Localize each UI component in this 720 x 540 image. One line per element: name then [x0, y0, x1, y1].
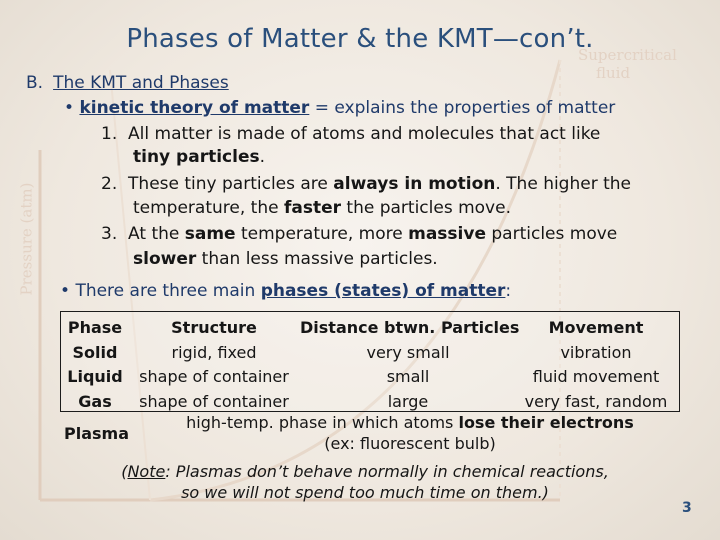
supercritical-fluid-label: Supercritical fluid [578, 46, 677, 82]
table-header-structure: Structure [171, 318, 257, 337]
point-3-line-1: 3. At the same temperature, more massive particles move [101, 224, 618, 244]
table-column-distance [300, 316, 520, 414]
page-number: 3 [682, 500, 692, 516]
point-2-line-2: temperature, the faster the particles move. [133, 198, 511, 218]
table-cell: very fast, random [524, 391, 668, 411]
table-cell: Solid [72, 342, 118, 362]
table-cell: vibration [560, 342, 632, 362]
section-heading: B. The KMT and Phases [26, 73, 229, 93]
plasma-label: Plasma [64, 424, 129, 443]
bullet-phases: • There are three main phases (states) of matter: [60, 281, 512, 301]
point-3-line-2: slower than less massive particles. [133, 249, 438, 269]
table-cell: rigid, fixed [171, 342, 257, 362]
table-cell: shape of container [139, 391, 289, 411]
plasma-description: high-temp. phase in which atoms lose their electrons (ex: fluorescent bulb) [186, 413, 634, 453]
table-cell: large [387, 391, 429, 411]
table-header-phase: Phase [67, 318, 123, 337]
point-1-line-1: 1. All matter is made of atoms and molecules that act like [101, 124, 601, 144]
table-column-structure [128, 316, 300, 414]
table-cell: very small [366, 342, 450, 362]
table-cell: fluid movement [532, 367, 660, 386]
plasma-note: (Note: Plasmas don’t behave normally in chemical reactions, so we will not spend too much time on them.) [121, 462, 609, 502]
table-cell: Gas [78, 391, 112, 411]
point-2-line-1: 2. These tiny particles are always in motion. The higher the [101, 174, 632, 194]
table-cell: Liquid [67, 367, 123, 386]
slide-title: Phases of Matter & the KMT—con’t. [126, 24, 594, 54]
table-header-movement: Movement [548, 318, 644, 337]
table-cell: small [386, 367, 430, 386]
pressure-axis-label: Pressure (atm) [17, 182, 36, 296]
table-header-distance: Distance btwn. Particles [300, 318, 520, 337]
table-cell: shape of container [139, 367, 289, 386]
point-1-line-2: tiny particles. [133, 147, 265, 167]
table-column-phase [64, 316, 126, 414]
bullet-kinetic-theory: • kinetic theory of matter = explains the properties of matter [64, 98, 616, 118]
table-column-movement [516, 316, 676, 414]
